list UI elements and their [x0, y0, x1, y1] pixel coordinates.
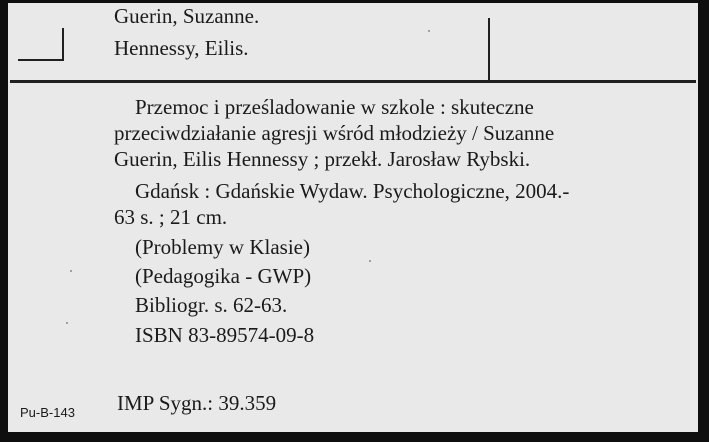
bibliography-note: Bibliogr. s. 62-63. — [135, 293, 288, 317]
extent-line: 63 s. ; 21 cm. — [114, 205, 228, 229]
call-number: IMP Sygn.: 39.359 — [117, 391, 277, 415]
card-border-right — [698, 0, 709, 442]
imprint-line: Gdańsk : Gdańskie Wydaw. Psychologiczne, 2004.- — [135, 179, 570, 203]
dust-speck — [66, 322, 68, 324]
corner-bracket-horizontal — [18, 59, 64, 61]
title-line-1: Przemoc i prześladowanie w szkole : skuteczne — [135, 95, 534, 119]
heading-author-2: Hennessy, Eilis. — [114, 36, 249, 60]
heading-underline — [10, 80, 696, 83]
dust-speck — [428, 30, 430, 32]
series-line-1: (Problemy w Klasie) — [135, 235, 310, 259]
corner-bracket-vertical — [62, 28, 64, 61]
title-line-3: Guerin, Eilis Hennessy ; przekł. Jarosław Rybski. — [114, 147, 531, 171]
card-border-top — [0, 0, 709, 3]
title-line-2: przeciwdziałanie agresji wśród młodzieży / Suzanne — [114, 121, 555, 145]
dust-speck — [70, 270, 72, 272]
card-border-bottom — [0, 432, 709, 442]
series-line-2: (Pedagogika - GWP) — [135, 264, 312, 288]
card-border-left — [0, 0, 8, 442]
isbn-line: ISBN 83-89574-09-8 — [135, 323, 315, 347]
heading-divider — [488, 18, 490, 82]
library-code: Pu-B-143 — [20, 405, 75, 420]
heading-author-1: Guerin, Suzanne. — [114, 4, 260, 28]
dust-speck — [369, 260, 371, 262]
